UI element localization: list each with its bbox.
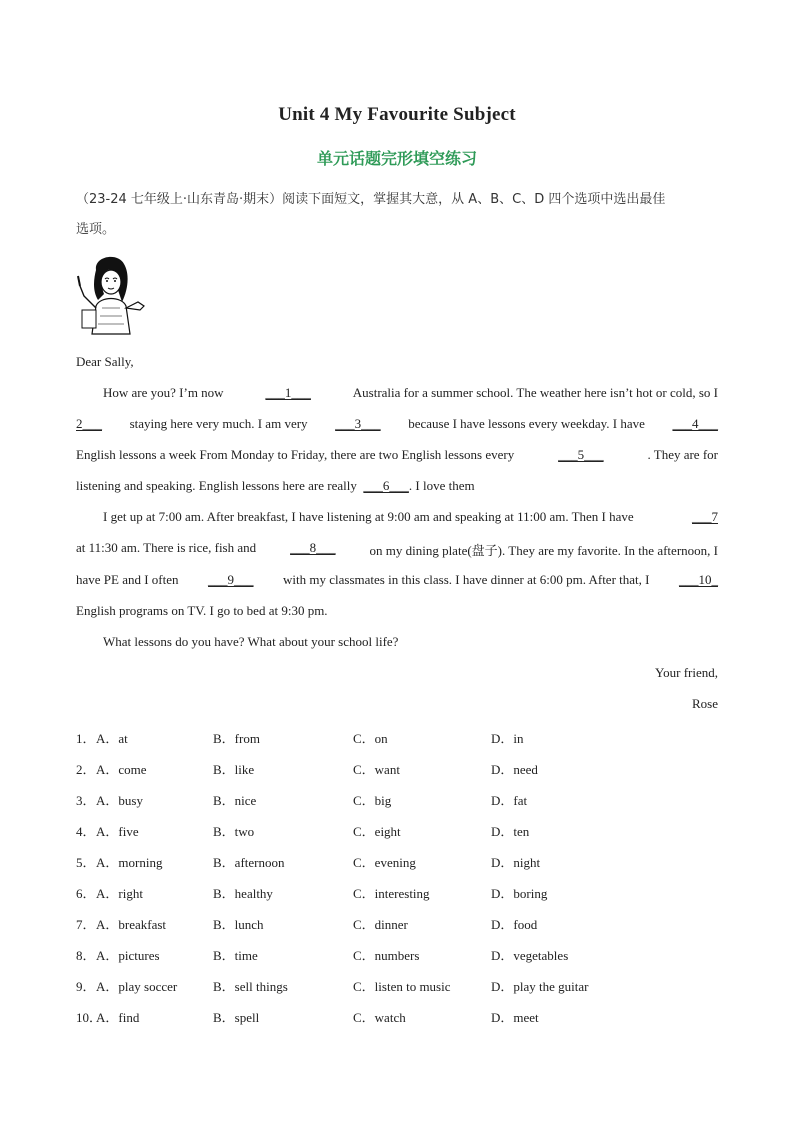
text-segment: with my classmates in this class. I have dinner at 6:00 pm. After that, I — [283, 572, 650, 587]
option-d: D．need — [491, 762, 538, 777]
option-d: D．food — [491, 917, 538, 932]
letter-p1-line-1 — [103, 385, 718, 401]
option-b: B．like — [213, 762, 255, 777]
girl-portrait-icon — [74, 250, 150, 336]
blank-2: 2___ — [76, 416, 102, 431]
option-c: C．dinner — [353, 917, 408, 932]
page-subtitle: 单元话题完形填空练习 — [316, 149, 477, 168]
letter-p1-line-2 — [76, 416, 718, 432]
letter-p1-line-4 — [76, 478, 718, 494]
letter-closing: Your friend, — [655, 665, 718, 680]
instructions-line-2: 选项。 — [76, 222, 116, 237]
instructions-line-1: （23-24 七年级上·山东青岛·期末）阅读下面短文，掌握其大意，从 A、B、C、D 四个选项中选出最佳 — [76, 192, 666, 207]
blank-7: ___7 — [692, 509, 718, 524]
option-b: B．from — [213, 731, 260, 746]
option-a: A．breakfast — [96, 917, 167, 932]
option-d: D．boring — [491, 886, 548, 901]
question-number: 6． — [76, 886, 96, 901]
question-number: 2． — [76, 762, 96, 777]
letter-p2-line-1 — [103, 509, 718, 525]
option-d: D．play the guitar — [491, 979, 589, 994]
option-a: A．come — [96, 762, 147, 777]
option-c: C．big — [353, 793, 392, 808]
option-b: B．lunch — [213, 917, 264, 932]
blank-10: ___10_ — [678, 572, 718, 587]
text-segment: because I have lessons every weekday. I have — [408, 416, 645, 431]
text-segment: listening and speaking. English lessons here are really — [76, 478, 357, 493]
option-c: C．interesting — [353, 886, 430, 901]
option-b: B．healthy — [213, 886, 273, 901]
option-a: A．at — [96, 731, 128, 746]
option-d: D．vegetables — [491, 948, 569, 963]
text-segment: on my dining plate(盘子). They are my favorite. In the afternoon, I — [369, 543, 718, 558]
text-segment: have PE and I often — [76, 572, 179, 587]
option-c: C．watch — [353, 1010, 406, 1025]
option-b: B．sell things — [213, 979, 288, 994]
page-title: Unit 4 My Favourite Subject — [278, 104, 516, 125]
option-a: A．pictures — [96, 948, 160, 963]
option-a: A．morning — [96, 855, 163, 870]
letter-signature: Rose — [692, 696, 718, 711]
option-a: A．busy — [96, 793, 143, 808]
text-segment: English lessons a week From Monday to Friday, there are two English lessons every — [76, 447, 515, 462]
letter-p1-line-3 — [76, 447, 718, 463]
blank-3: ___3___ — [335, 416, 381, 431]
option-d: D．ten — [491, 824, 530, 839]
option-d: D．meet — [491, 1010, 539, 1025]
question-number: 1． — [76, 731, 96, 746]
option-a: A．five — [96, 824, 139, 839]
blank-9: ___9___ — [208, 572, 254, 587]
option-d: D．fat — [491, 793, 528, 808]
letter-p2-line-2 — [76, 540, 718, 559]
text-segment: staying here very much. I am very — [129, 416, 308, 431]
question-number: 5． — [76, 855, 96, 870]
option-b: B．time — [213, 948, 258, 963]
text-segment: Australia for a summer school. The weather here isn’t hot or cold, so I — [352, 385, 718, 400]
option-c: C．eight — [353, 824, 401, 839]
option-d: D．night — [491, 855, 541, 870]
option-c: C．on — [353, 731, 388, 746]
text-segment: . I love them — [408, 478, 475, 493]
option-b: B．afternoon — [213, 855, 285, 870]
text-segment: How are you? I’m now — [103, 385, 224, 400]
option-a: A．play soccer — [96, 979, 178, 994]
blank-4: ___4___ — [672, 416, 718, 431]
question-number: 9． — [76, 979, 96, 994]
letter-p3: What lessons do you have? What about your school life? — [103, 634, 399, 649]
option-b: B．spell — [213, 1010, 260, 1025]
question-number: 8． — [76, 948, 96, 963]
letter-greeting: Dear Sally, — [76, 354, 134, 369]
option-b: B．nice — [213, 793, 257, 808]
option-c: C．listen to music — [353, 979, 451, 994]
option-b: B．two — [213, 824, 255, 839]
question-number: 7． — [76, 917, 96, 932]
blank-6: ___6___ — [363, 478, 409, 493]
option-c: C．evening — [353, 855, 416, 870]
option-c: C．want — [353, 762, 400, 777]
letter-p2-line-4: English programs on TV. I go to bed at 9:30 pm. — [76, 603, 328, 618]
blank-8: ___8___ — [290, 540, 336, 555]
question-number: 10． — [76, 1010, 103, 1025]
text-segment: I get up at 7:00 am. After breakfast, I have listening at 9:00 am and speaking at 11:00 am. Then I have — [103, 509, 634, 524]
letter-p2-line-3 — [76, 572, 718, 588]
option-a: A．find — [96, 1010, 140, 1025]
blank-5: ___5___ — [558, 447, 604, 462]
text-segment: at 11:30 am. There is rice, fish and — [76, 540, 257, 555]
question-number: 4． — [76, 824, 96, 839]
instructions — [76, 185, 716, 245]
text-segment: . They are for — [647, 447, 718, 462]
option-c: C．numbers — [353, 948, 420, 963]
question-number: 3． — [76, 793, 96, 808]
option-d: D．in — [491, 731, 524, 746]
option-a: A．right — [96, 886, 143, 901]
blank-1: ___1___ — [265, 385, 311, 400]
